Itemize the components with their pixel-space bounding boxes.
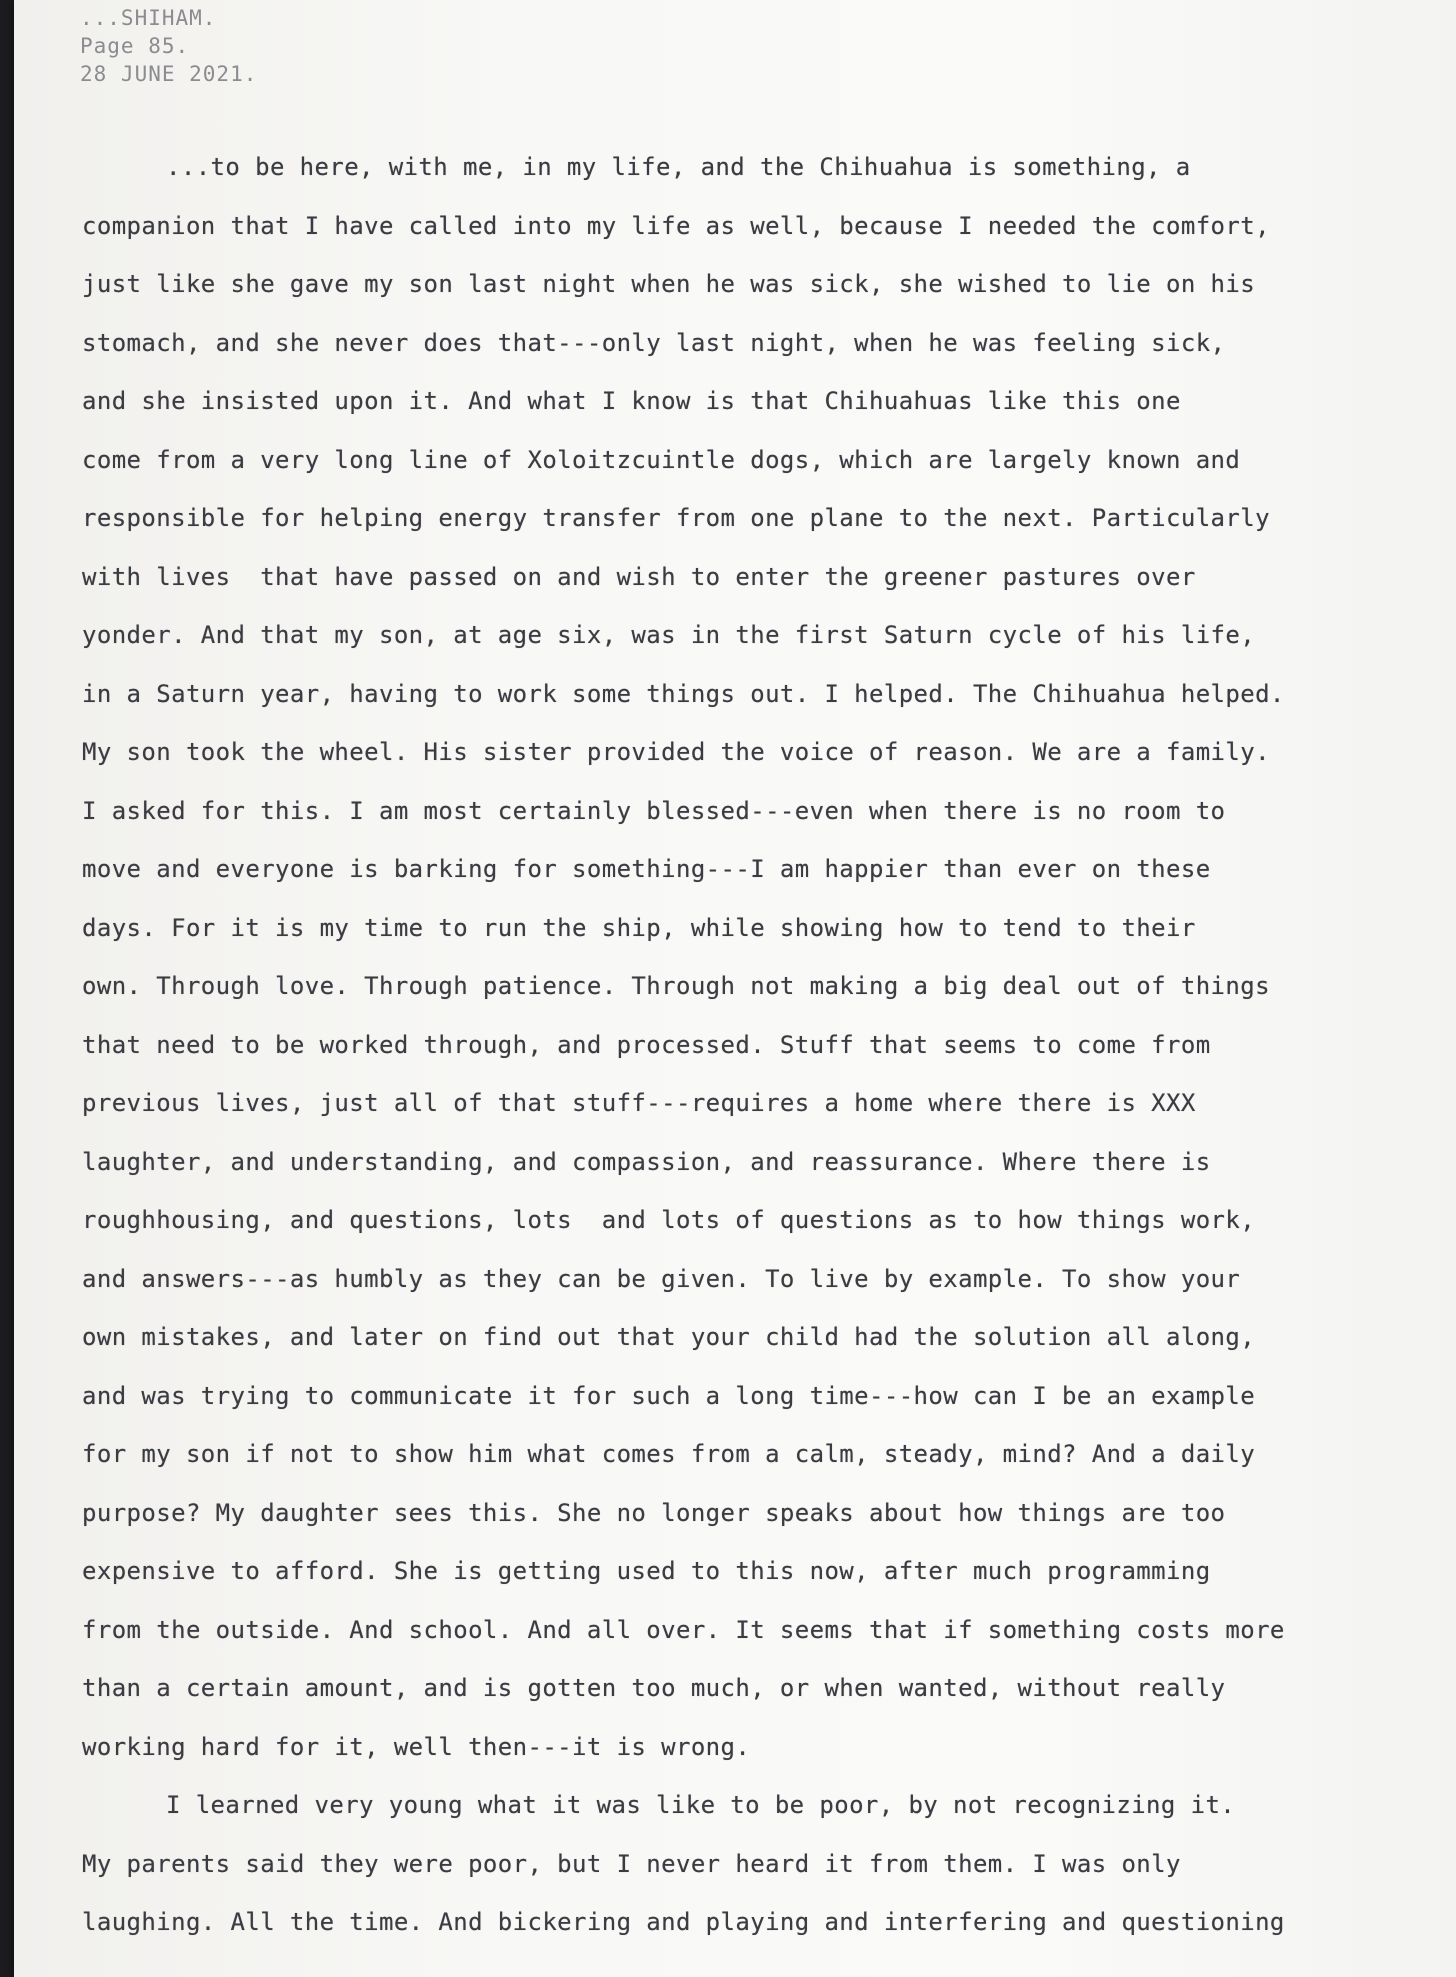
- text-line: with lives that have passed on and wish to enter the greener pastures over: [82, 562, 1196, 591]
- text-line: laughter, and understanding, and compassion, and reassurance. Where there is: [82, 1147, 1211, 1176]
- text-line: own. Through love. Through patience. Through not making a big deal out of things: [82, 972, 1270, 1000]
- text-line: own mistakes, and later on find out that your child had the solution all along,: [82, 1323, 1256, 1351]
- body-text: [82, 138, 1452, 1952]
- text-line: laughing. All the time. And bickering and playing and interfering and questioning: [82, 1908, 1285, 1936]
- text-line: in a Saturn year, having to work some things out. I helped. The Chihuahua helped.: [82, 679, 1285, 708]
- text-line: for my son if not to show him what comes from a calm, steady, mind? And a daily: [82, 1440, 1256, 1468]
- text-line: I learned very young what it was like to be poor, by not recognizing it.: [166, 1791, 1236, 1819]
- text-line: purpose? My daughter sees this. She no longer speaks about how things are too: [82, 1498, 1226, 1527]
- text-line: from the outside. And school. And all over. It seems that if something costs more: [82, 1615, 1285, 1644]
- text-line: ...to be here, with me, in my life, and the Chihuahua is something, a: [166, 153, 1191, 181]
- page-header: [80, 4, 257, 88]
- text-line: stomach, and she never does that---only last night, when he was feeling sick,: [82, 328, 1226, 357]
- typewritten-page: [14, 0, 1456, 1977]
- text-line: and was trying to communicate it for such a long time---how can I be an example: [82, 1381, 1256, 1410]
- text-line: previous lives, just all of that stuff---requires a home where there is XXX: [82, 1089, 1196, 1117]
- text-line: responsible for helping energy transfer from one plane to the next. Particularly: [82, 504, 1270, 532]
- author-name: ...SHIHAM.: [80, 6, 217, 30]
- text-line: come from a very long line of Xoloitzcuintle dogs, which are largely known and: [82, 445, 1241, 474]
- text-line: I asked for this. I am most certainly blessed---even when there is no room to: [82, 796, 1226, 825]
- text-line: expensive to afford. She is getting used to this now, after much programming: [82, 1557, 1211, 1585]
- text-line: that need to be worked through, and processed. Stuff that seems to come from: [82, 1030, 1211, 1059]
- text-line: My son took the wheel. His sister provided the voice of reason. We are a family.: [82, 738, 1270, 766]
- text-line: companion that I have called into my life as well, because I needed the comfort,: [82, 211, 1270, 240]
- text-line: just like she gave my son last night when he was sick, she wished to lie on his: [82, 270, 1256, 298]
- text-line: days. For it is my time to run the ship, while showing how to tend to their: [82, 913, 1196, 942]
- text-line: than a certain amount, and is gotten too much, or when wanted, without really: [82, 1674, 1226, 1702]
- text-line: working hard for it, well then---it is wrong.: [82, 1732, 751, 1761]
- text-line: and answers---as humbly as they can be given. To live by example. To show your: [82, 1264, 1241, 1293]
- text-line: roughhousing, and questions, lots and lots of questions as to how things work,: [82, 1206, 1256, 1234]
- page-number: Page 85.: [80, 34, 190, 58]
- text-line: My parents said they were poor, but I never heard it from them. I was only: [82, 1849, 1181, 1878]
- page-date: 28 JUNE 2021.: [80, 62, 258, 86]
- text-line: move and everyone is barking for something---I am happier than ever on these: [82, 855, 1211, 883]
- text-line: yonder. And that my son, at age six, was in the first Saturn cycle of his life,: [82, 621, 1256, 649]
- text-line: and she insisted upon it. And what I know is that Chihuahuas like this one: [82, 387, 1181, 415]
